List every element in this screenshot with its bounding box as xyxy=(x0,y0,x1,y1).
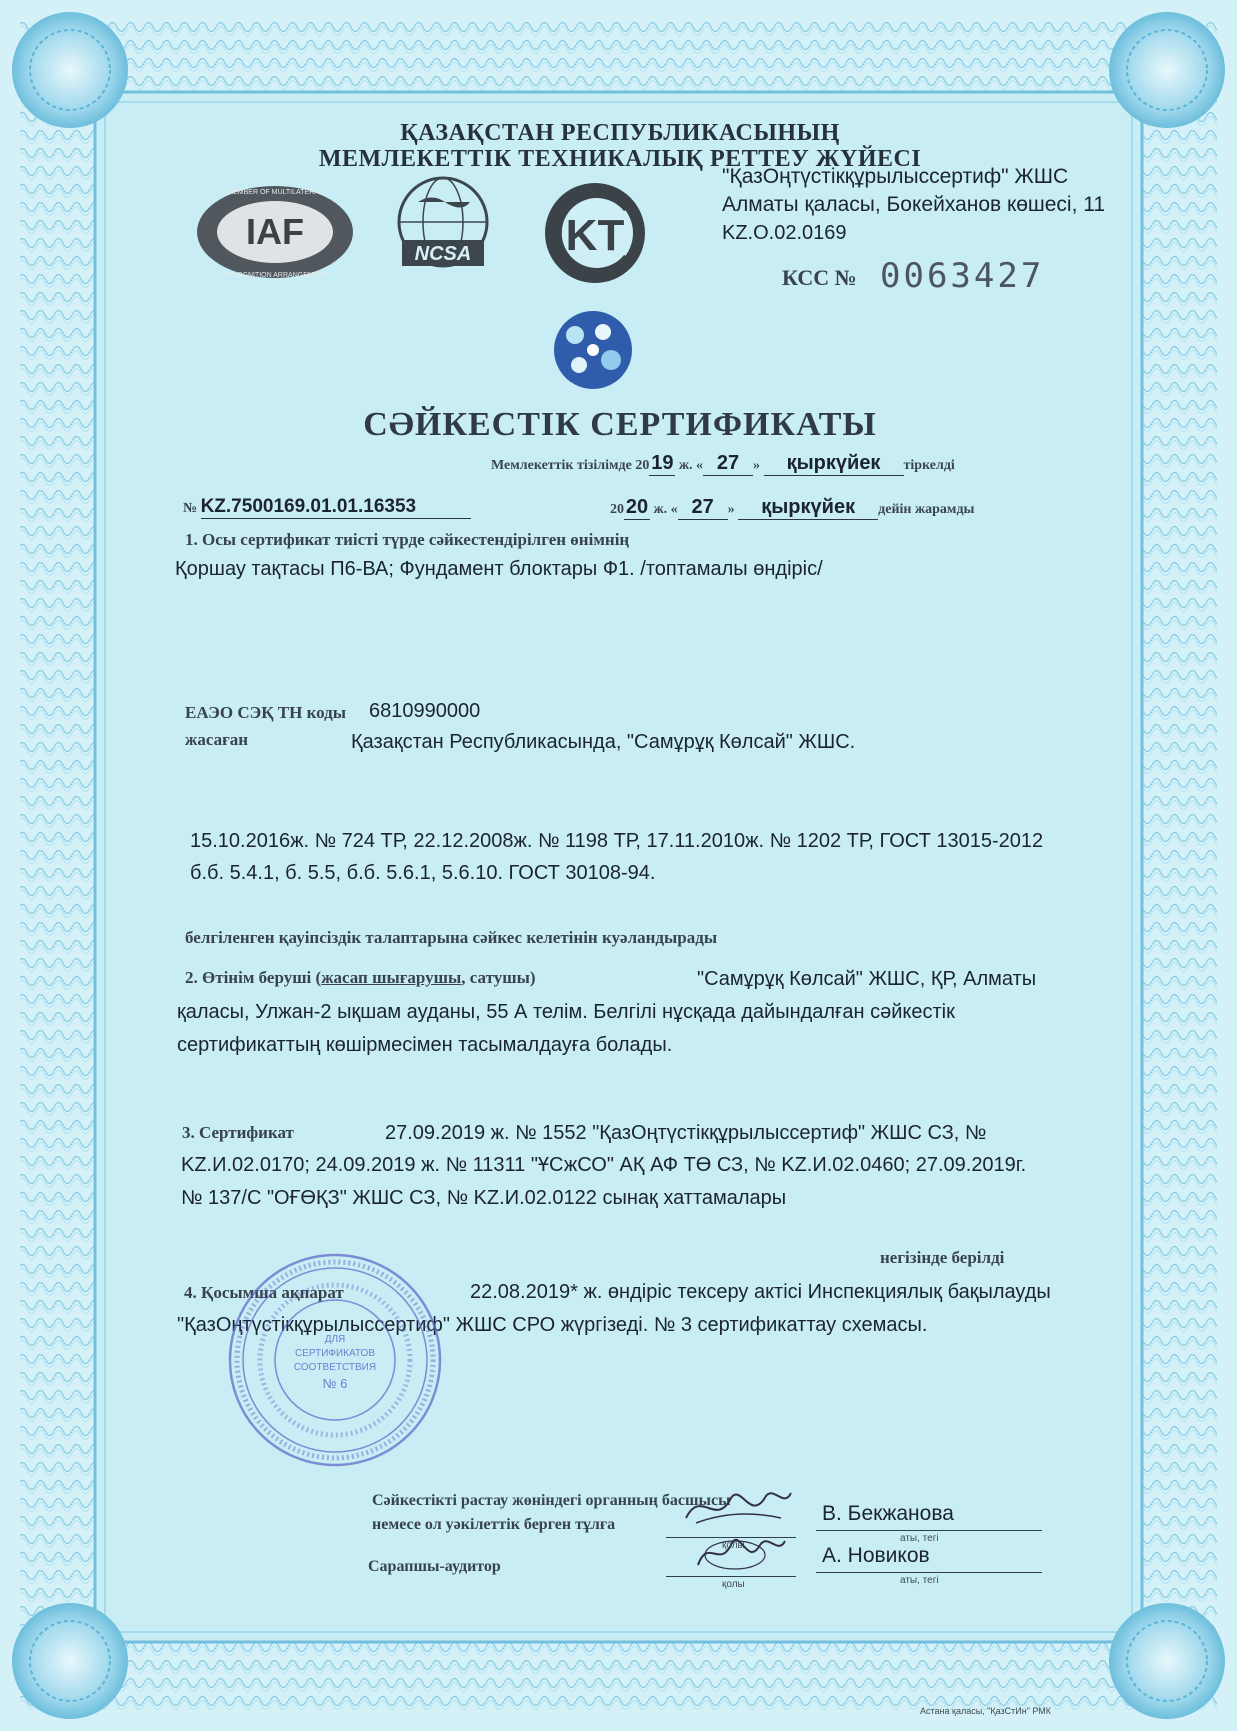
printer-footer: Астана қаласы, "ҚазСтИн" РМК xyxy=(920,1706,1052,1716)
section4-label: 4. Қосымша ақпарат xyxy=(184,1283,344,1302)
hologram-sticker xyxy=(553,310,633,390)
validity-day: 27 xyxy=(678,496,728,520)
validity-zh: ж. « xyxy=(653,502,678,517)
registry-suffix: тіркелді xyxy=(903,458,955,473)
standards-line-2: б.б. 5.4.1, б. 5.5, б.б. 5.6.1, 5.6.10. ГОСТ 30108-94. xyxy=(190,862,656,884)
issuer-name: "ҚазОңтүстікқұрылыссертиф" ЖШС xyxy=(722,165,1069,188)
svg-text:KT: KT xyxy=(565,211,625,260)
svg-text:RECOGNITION ARRANGEMENT: RECOGNITION ARRANGEMENT xyxy=(222,272,328,279)
ncsa-logo xyxy=(388,172,498,287)
head-name-line xyxy=(816,1530,1042,1531)
header-line-1: ҚАЗАҚСТАН РЕСПУБЛИКАСЫНЫҢ xyxy=(400,120,840,146)
basis-line-3: № 137/С "ОҒӨҚЗ" ЖШС СЗ, № KZ.И.02.0122 сынақ хаттамалары xyxy=(181,1187,787,1209)
svg-text:IAF: IAF xyxy=(246,211,304,252)
registry-close: » xyxy=(753,458,761,473)
certificate-number: KZ.7500169.01.01.16353 xyxy=(201,496,471,519)
stamp-center-1: ДЛЯ xyxy=(324,1334,346,1345)
validity-suffix: дейін жарамды xyxy=(878,502,975,517)
applicant-line-1: "Самұрұқ Көлсай" ЖШС, ҚР, Алматы xyxy=(697,968,1037,990)
registry-line xyxy=(491,452,955,476)
auditor-name: А. Новиков xyxy=(822,1544,930,1567)
stamp-center-3: СООТВЕТСТВИЯ xyxy=(293,1362,377,1373)
kt-logo xyxy=(540,178,650,288)
hs-code-label: ЕАЭО СЭҚ ТН коды xyxy=(185,703,347,722)
head-line-2: немесе ол уәкілеттік берген тұлға xyxy=(372,1516,616,1533)
head-name-caption: аты, тегі xyxy=(900,1533,939,1544)
applicant-line-3: сертификаттың көшірмесімен тасымалдауға болады. xyxy=(177,1034,673,1056)
stamp-center xyxy=(294,1334,376,1391)
auditor-name-caption: аты, тегі xyxy=(900,1575,939,1586)
validity-year: 20 xyxy=(625,496,649,518)
manufacturer-label: жасаған xyxy=(185,730,249,749)
registry-year: 19 xyxy=(651,452,674,474)
section2-label-c: , сатушы) xyxy=(461,968,536,987)
number-label: № xyxy=(183,501,198,516)
iaf-logo xyxy=(195,182,355,282)
hs-code-value: 6810990000 xyxy=(369,700,481,722)
head-line-1: Сәйкестікті растау жөніндегі органның басшысы xyxy=(372,1492,731,1509)
basis-issued: негізінде берілді xyxy=(880,1248,1005,1267)
registry-month: қыркүйек xyxy=(764,452,904,476)
head-name: В. Бекжанова xyxy=(822,1502,954,1525)
registry-day: 27 xyxy=(703,452,753,476)
auditor-name-line xyxy=(816,1572,1042,1573)
header-line-2: МЕМЛЕКЕТТІК ТЕХНИКАЛЫҚ РЕТТЕУ ЖҮЙЕСІ xyxy=(318,146,922,172)
basis-line-2: KZ.И.02.0170; 24.09.2019 ж. № 11311 "ҰСжСО" АҚ АФ ТӨ СЗ, № KZ.И.02.0460; 27.09.2019г. xyxy=(181,1154,1027,1176)
section3-label: 3. Сертификат xyxy=(182,1123,294,1142)
validity-close: » xyxy=(727,502,735,517)
additional-info-line-1: 22.08.2019* ж. өндіріс тексеру актісі Инспекциялық бақылауды xyxy=(470,1281,1051,1303)
certificate-title: СӘЙКЕСТІК СЕРТИФИКАТЫ xyxy=(363,406,877,443)
stamp-center-4: № 6 xyxy=(322,1376,348,1391)
issuer-code: KZ.O.02.0169 xyxy=(722,222,847,244)
section1-label: 1. Осы сертификат тиісті түрде сәйкестендірілген өнімнің xyxy=(185,530,630,549)
basis-line-1: 27.09.2019 ж. № 1552 "ҚазОңтүстікқұрылыссертиф" ЖШС СЗ, № xyxy=(385,1122,987,1144)
applicant-line-2: қаласы, Улжан-2 ықшам ауданы, 55 А телім. Белгілі нұсқада дайындалған сәйкестік xyxy=(177,1001,955,1023)
auditor-signature xyxy=(690,1525,790,1580)
svg-text:MEMBER OF MULTILATERAL: MEMBER OF MULTILATERAL xyxy=(227,189,323,196)
product-name: Қоршау тақтасы П6-ВА; Фундамент блоктары Ф1. /топтамалы өндіріс/ xyxy=(175,558,823,580)
round-stamp xyxy=(225,1250,445,1470)
additional-info-line-2: "ҚазОңтүстікқұрылыссертиф" ЖШС СРО жүргізеді. № 3 сертификаттау схемасы. xyxy=(177,1314,928,1336)
svg-text:NCSA: NCSA xyxy=(414,243,472,265)
head-signature-caption: қолы xyxy=(722,1540,745,1551)
auditor-label: Сарапшы-аудитор xyxy=(368,1558,501,1575)
validity-month: қыркүйек xyxy=(738,496,878,520)
section2-label-a: 2. Өтінім беруші ( xyxy=(185,968,322,987)
section2-label-b: жасап шығарушы xyxy=(321,968,462,987)
registry-zh: ж. « xyxy=(678,458,704,473)
manufacturer-value: Қазақстан Республикасында, "Самұрұқ Көлсай" ЖШС. xyxy=(351,731,856,753)
standards-line-1: 15.10.2016ж. № 724 ТР, 22.12.2008ж. № 1198 ТР, 17.11.2010ж. № 1202 ТР, ГОСТ 13015-2012 xyxy=(190,830,1044,852)
issuer-address: Алматы қаласы, Бокейханов көшесі, 11 xyxy=(722,193,1106,216)
validity-line xyxy=(610,496,974,520)
auditor-signature-caption: қолы xyxy=(722,1579,745,1590)
stamp-center-2: СЕРТИФИКАТОВ xyxy=(294,1348,376,1359)
ksc-label: КСС № xyxy=(782,265,857,290)
certificate-number-line xyxy=(183,496,471,519)
validity-prefix: 20 xyxy=(610,502,624,517)
ksc-number: 0063427 xyxy=(880,256,1045,296)
registry-prefix: Мемлекеттік тізілімде 20 xyxy=(491,458,650,473)
conformity-statement: белгіленген қауіпсіздік талаптарына сәйкес келетінін куәландырады xyxy=(185,928,718,947)
section2-label xyxy=(185,968,536,988)
